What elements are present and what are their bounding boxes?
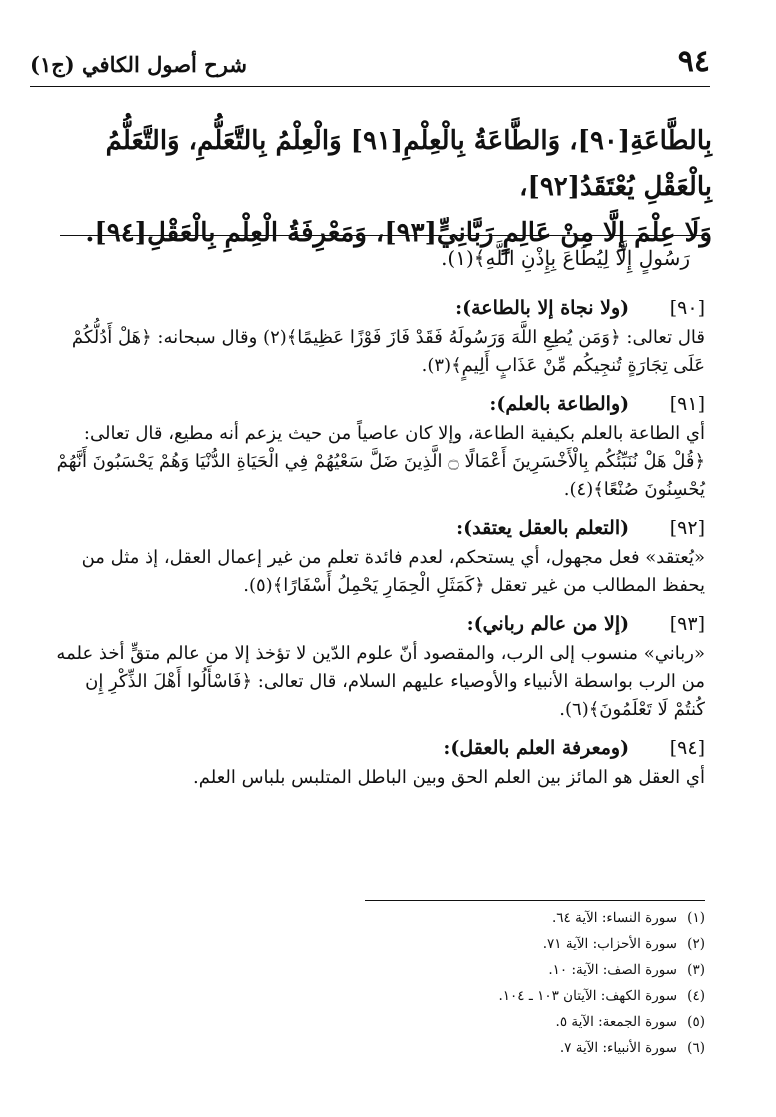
footnote-number: (٤): [687, 988, 705, 1004]
footnote-text: سورة النساء: الآية ٦٤.: [552, 910, 677, 926]
note-title: (والطاعة بالعلم):: [489, 393, 630, 415]
footnote-number: (٢): [687, 936, 705, 952]
footnote-item: [300, 1035, 705, 1061]
note-number: [٩١]: [669, 393, 705, 415]
commentary-note: [50, 388, 705, 504]
note-body: قال تعالى: ﴿وَمَن يُطِعِ اللَّهَ وَرَسُولَهُ فَقَدْ فَازَ فَوْزًا عَظِيمًا﴾(٢) وقال سبحانه: ﴿هَلْ أَدُلُّكُمْ عَلَى تِجَارَةٍ تُنجِيكُم مِّنْ عَذَابٍ أَلِيمٍ﴾(٣).: [71, 327, 705, 376]
footnote-text: سورة الصف: الآية: ١٠.: [548, 962, 677, 978]
commentary-notes: [50, 292, 705, 800]
footnote-item: [300, 1009, 705, 1035]
note-title: (التعلم بالعقل يعتقد):: [456, 517, 630, 539]
footnote-item: [300, 983, 705, 1009]
book-title: شرح أصول الكافي (ج١): [30, 52, 247, 77]
note-number: [٩٤]: [669, 737, 705, 759]
note-heading: [50, 608, 705, 640]
section-divider: [60, 235, 710, 236]
footnote-number: (٦): [687, 1040, 705, 1056]
footnote-item: [300, 957, 705, 983]
page-header: [30, 42, 710, 87]
footnote-number: (٥): [687, 1014, 705, 1030]
hadith-line: وَلَا عِلْمَ إِلَّا مِنْ عَالِمٍ رَبَّانِيٍّ[٩٣]، وَمَعْرِفَةُ الْعِلْمِ بِالْعَقْلِ[٩٤].: [85, 218, 712, 248]
footnote-text: سورة الكهف: الآيتان ١٠٣ ـ ١٠٤.: [498, 988, 677, 1004]
continued-footnote: رَسُولٍ إِلَّا لِيُطَاعَ بِإِذْنِ اللَّهِ﴾(١).: [441, 246, 690, 270]
footnote-number: (٣): [687, 962, 705, 978]
note-body: أي الطاعة بالعلم بكيفية الطاعة، وإلا كان عاصياً من حيث يزعم أنه مطيع، قال تعالى: ﴿قُلْ هَلْ نُنَبِّئُكُم بِالْأَخْسَرِينَ أَعْمَالًا ۝ الَّذِينَ ضَلَّ سَعْيُهُمْ فِي الْحَيَاةِ الدُّنْيَا وَهُمْ يَحْسَبُونَ أَنَّهُمْ يُحْسِنُونَ صُنْعًا﴾(٤).: [56, 423, 705, 500]
note-title: (ولا نجاة إلا بالطاعة):: [455, 297, 630, 319]
note-heading: [50, 292, 705, 324]
note-number: [٩٢]: [669, 517, 705, 539]
note-body: أي العقل هو المائز بين العلم الحق وبين الباطل المتلبس بلباس العلم.: [193, 767, 705, 788]
note-title: (ومعرفة العلم بالعقل):: [443, 737, 630, 759]
footnote-text: سورة الأنبياء: الآية ٧.: [559, 1040, 677, 1056]
note-number: [٩٣]: [669, 613, 705, 635]
commentary-note: [50, 608, 705, 724]
note-title: (إلا من عالم رباني):: [466, 613, 630, 635]
footnote-item: [300, 931, 705, 957]
page-number: ٩٤: [677, 44, 710, 79]
note-heading: [50, 512, 705, 544]
commentary-note: [50, 512, 705, 600]
footnote-text: سورة الأحزاب: الآية ٧١.: [542, 936, 677, 952]
footnote-item: [300, 905, 705, 931]
footnote-divider: [365, 900, 705, 901]
note-body: «يُعتقد» فعل مجهول، أي يستحكم، لعدم فائدة تعلم من غير إعمال العقل، إذ مثل من يحفظ المطالب من غير تعقل ﴿كَمَثَلِ الْحِمَارِ يَحْمِلُ أَسْفَارًا﴾(٥).: [81, 547, 705, 596]
note-heading: [50, 732, 705, 764]
footnote-references: [300, 905, 705, 1061]
note-number: [٩٠]: [669, 297, 705, 319]
footnote-number: (١): [687, 910, 705, 926]
commentary-note: [50, 292, 705, 380]
note-heading: [50, 388, 705, 420]
commentary-note: [50, 732, 705, 792]
hadith-line: بِالطَّاعَةِ[٩٠]، وَالطَّاعَةُ بِالْعِلْمِ[٩١] وَالْعِلْمُ بِالتَّعَلُّمِ، وَالتَّعَلُّمُ بِالْعَقْلِ يُعْتَقَدُ[٩٢]،: [105, 126, 712, 202]
note-body: «رباني» منسوب إلى الرب، والمقصود أنّ علوم الدّين لا تؤخذ إلا من عالم متقٍّ أخذ علمه من الرب بواسطة الأنبياء والأوصياء عليهم السلام، قال تعالى: ﴿فَاسْأَلُوا أَهْلَ الذِّكْرِ إِن كُنتُمْ لَا تَعْلَمُونَ﴾(٦).: [56, 643, 705, 720]
footnote-text: سورة الجمعة: الآية ٥.: [555, 1014, 677, 1030]
